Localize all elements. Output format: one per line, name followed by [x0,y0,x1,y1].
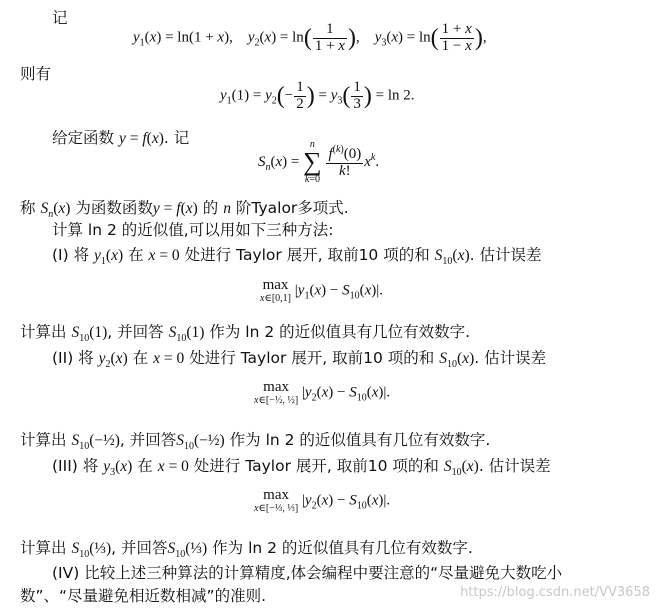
watermark: https://blog.csdn.net/VV3658 [460,585,650,600]
formula-y-definitions: $y_1(x) = \ln(1 + x)$, $y_2(x) = \ln$( $\frac{1}{1 + x}$ ), $y_3(x) = \ln$( $\frac{1 + x}{1 - x}$ ), [133,21,487,54]
text-result-3: 计算出 $S_{10}(\frac{1}{3})$, 并回答$S_{10}(\frac{1}{3})$ 作为 ln 2 的近似值具有几位有效数字. [20,539,473,561]
text-method-2: (II) 将 $y_2(x)$ 在 x = 0 处进行 Taylor 展开, 取前10 项的和 $S_{10}(x)$. 估计误差 [52,349,547,371]
text-method-3: (III) 将 $y_3(x)$ 在 x = 0 处进行 Taylor 展开, 取前10 项的和 $S_{10}(x)$. 估计误差 [52,457,551,479]
text-definition-sn: 称 $S_n(x)$ 为函数函数y = f(x) 的 n 阶Tyalor多项式. [20,199,349,221]
text-given-function: 给定函数 y = f(x). 记 [52,129,190,147]
text-three-methods: 计算 ln 2 的近似值,可以用如下三种方法: [52,221,334,239]
text-method-4-line2: 数”、“尽量避免相近数相减”的准则. [20,587,267,605]
formula-error-2: max x∈[−½, ½] $|y_2(x) - S_{10}(x)|$. [254,379,391,406]
text-ji: 记 [52,9,68,27]
formula-error-3: max x∈[−⅓, ⅓] $|y_2(x) - S_{10}(x)|$. [254,487,391,514]
text-method-1: (I) 将 $y_1(x)$ 在 x = 0 处进行 Taylor 展开, 取前10 项的和 $S_{10}(x)$. 估计误差 [52,246,542,268]
text-method-4-line1: (IV) 比较上述三种算法的计算精度,体会编程中要注意的“尽量避免大数吃小 [52,564,563,582]
formula-ln2-equality: $y_1(1) = y_2(-$ $\frac{1}{2}$ ) = $y_3$( $\frac{1}{3}$ ) = ln 2. [220,79,415,112]
text-result-1: 计算出 $S_{10}(1)$, 并回答 $S_{10}(1)$ 作为 ln 2 的近似值具有几位有效数字. [20,323,471,345]
formula-error-1: max x∈[0,1] $|y_1(x) - S_{10}(x)|$. [260,277,384,304]
text-result-2: 计算出 $S_{10}(-\frac{1}{2})$, 并回答$S_{10}(-\frac{1}{2})$ 作为 ln 2 的近似值具有几位有效数字. [20,431,491,453]
text-zeyou: 则有 [20,65,52,83]
formula-taylor-sum: $S_n(x)$ = n ∑ k=0 $\frac{f^{(k)}(0)}{k!}$ $x^k$. [258,139,380,185]
